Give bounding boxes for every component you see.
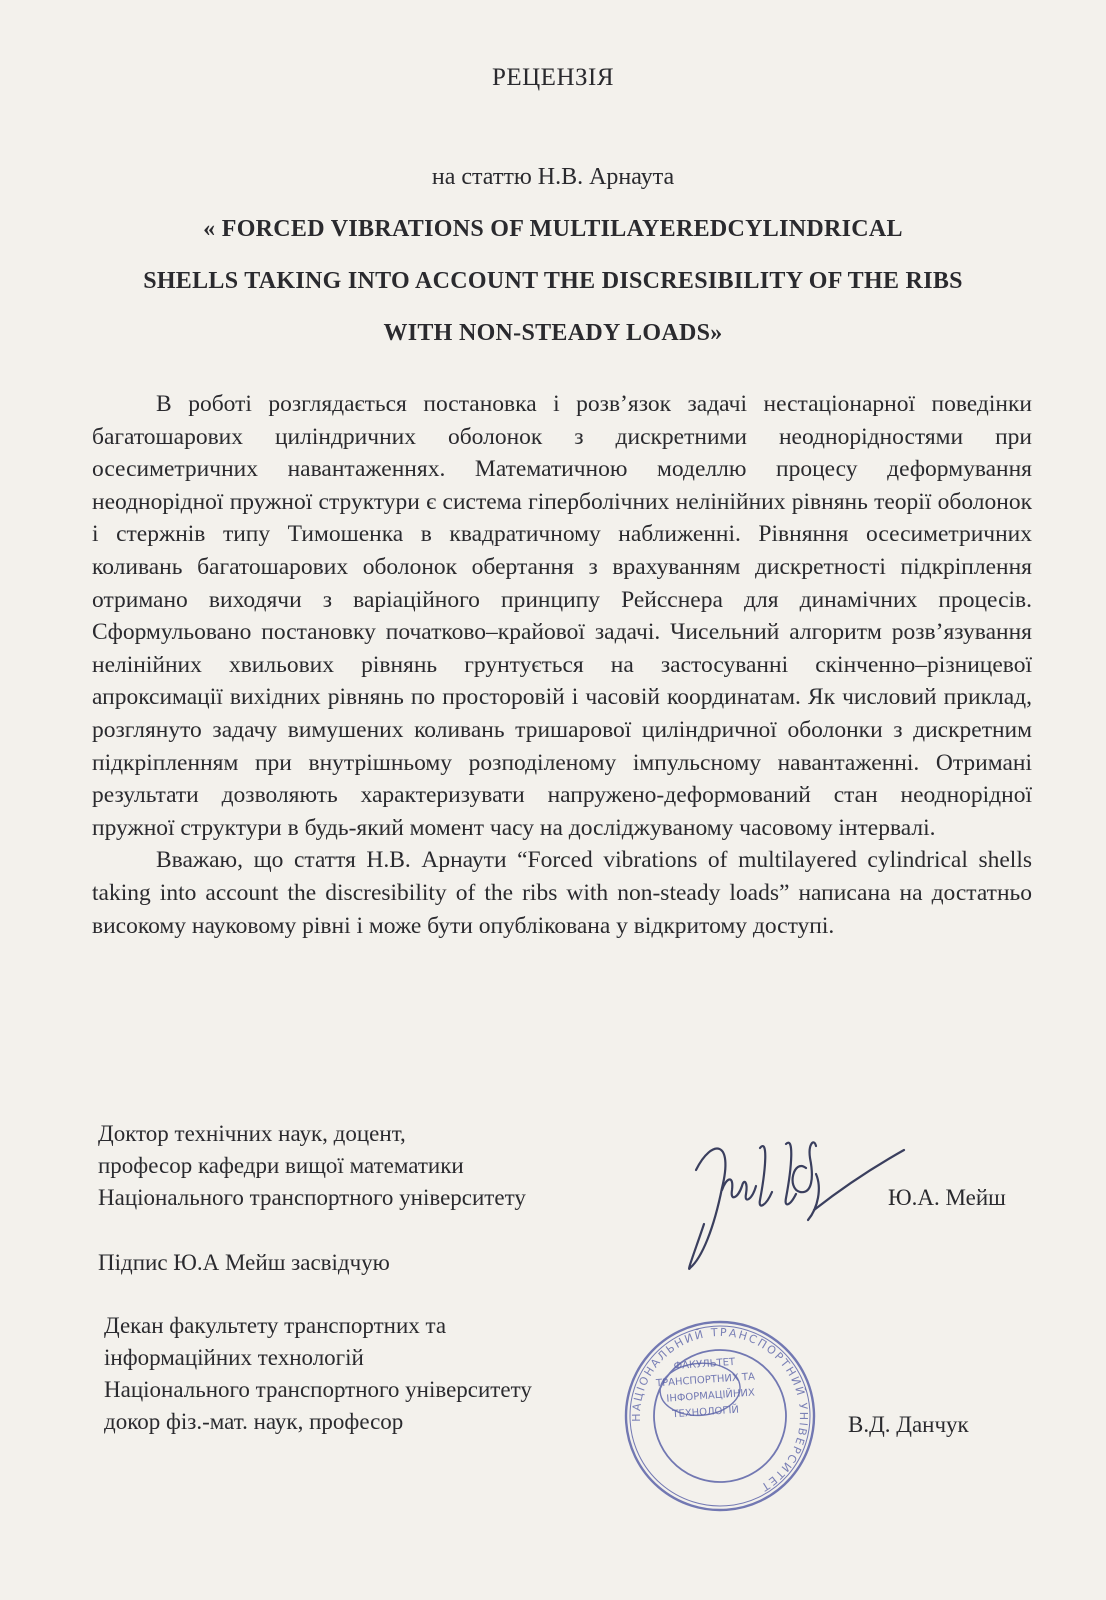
- stamp-ring-text: НАЦІОНАЛЬНИЙ ТРАНСПОРТНИЙ УНІВЕРСИТЕТ: [629, 1325, 811, 1495]
- stamp-line: ФАКУЛЬТЕТ: [673, 1356, 736, 1373]
- stamp-line: ТЕХНОЛОГІЙ: [672, 1404, 740, 1421]
- reviewer-credential-line: Національного транспортного університету: [98, 1185, 526, 1210]
- dean-credential-line: докор фіз.-мат. наук, професор: [104, 1409, 404, 1434]
- reviewer-credentials: [98, 1118, 658, 1214]
- review-body: [92, 388, 1032, 942]
- article-title-line: « FORCED VIBRATIONS OF MULTILAYEREDCYLINDRICAL: [203, 216, 903, 242]
- review-paragraph: В роботі розглядається постановка і розв’язок задачі нестаціонарної поведінки багатошарових циліндричних оболонок з дискретними неоднорідностями при осесиметричних навантаженнях. Математичною моделлю процесу деформування неоднорідної пружної структури є система гіперболічних нелінійних рівнянь теорії оболонок і стержнів типу Тимошенка в квадратичному наближенні. Рівняння осесиметричних коливань багатошарових оболонок обертання з врахуванням дискретності підкріплення отримано виходячи з варіаційного принципу Рейсснера для динамічних процесів. Сформульовано постановку початково–крайової задачі. Чисельний алгоритм розв’язування нелінійних хвильових рівнянь грунтується на застосуванні скінченно–різницевої апроксимації вихідних рівнянь по просторовій і часовій координатам. Як числовий приклад, розглянуто задачу вимушених коливань тришарової циліндричної оболонки з дискретним підкріпленням при внутрішньому розподіленому імпульсному навантаженні. Отримані результати дозволяють характеризувати напружено-деформований стан неоднорідної пружної структури в будь-який момент часу на досліджуваному часовому інтервалі.: [92, 391, 1032, 841]
- article-title: [70, 203, 1036, 359]
- article-title-line: WITH NON-STEADY LOADS»: [383, 320, 723, 346]
- reviewer-credential-line: професор кафедри вищої математики: [98, 1153, 464, 1178]
- dean-credential-line: Національного транспортного університету: [104, 1377, 532, 1402]
- reviewer-credential-line: Доктор технічних наук, доцент,: [98, 1121, 406, 1146]
- review-conclusion: Вважаю, що стаття Н.В. Арнаути “Forced vibrations of multilayered cylindrical shells taking into account the discresibility of the ribs with non-steady loads” написана на достатньо високому науковому рівні і може бути опублікована у відкритому доступі.: [92, 847, 1032, 939]
- document-subheading: на статтю Н.В. Арнаута: [431, 164, 675, 190]
- article-title-line: SHELLS TAKING INTO ACCOUNT THE DISCRESIBILITY OF THE RIBS: [143, 268, 963, 294]
- stamp-line: ТРАНСПОРТНИХ ТА: [655, 1371, 756, 1390]
- stamp-line: ІНФОРМАЦІЙНИХ: [666, 1387, 756, 1405]
- faculty-stamp: [613, 1311, 826, 1520]
- document-heading: РЕЦЕНЗІЯ: [491, 64, 615, 91]
- dean-credentials: [104, 1310, 664, 1438]
- dean-credential-line: Декан факультету транспортних та: [104, 1313, 447, 1338]
- reviewer-name: Ю.А. Мейш: [888, 1185, 1006, 1210]
- dean-name: В.Д. Данчук: [848, 1412, 969, 1437]
- reviewer-signature: [682, 1128, 912, 1278]
- dean-credential-line: інформаційних технологій: [104, 1345, 364, 1370]
- signature-certification: Підпис Ю.А Мейш засвідчую: [98, 1250, 390, 1275]
